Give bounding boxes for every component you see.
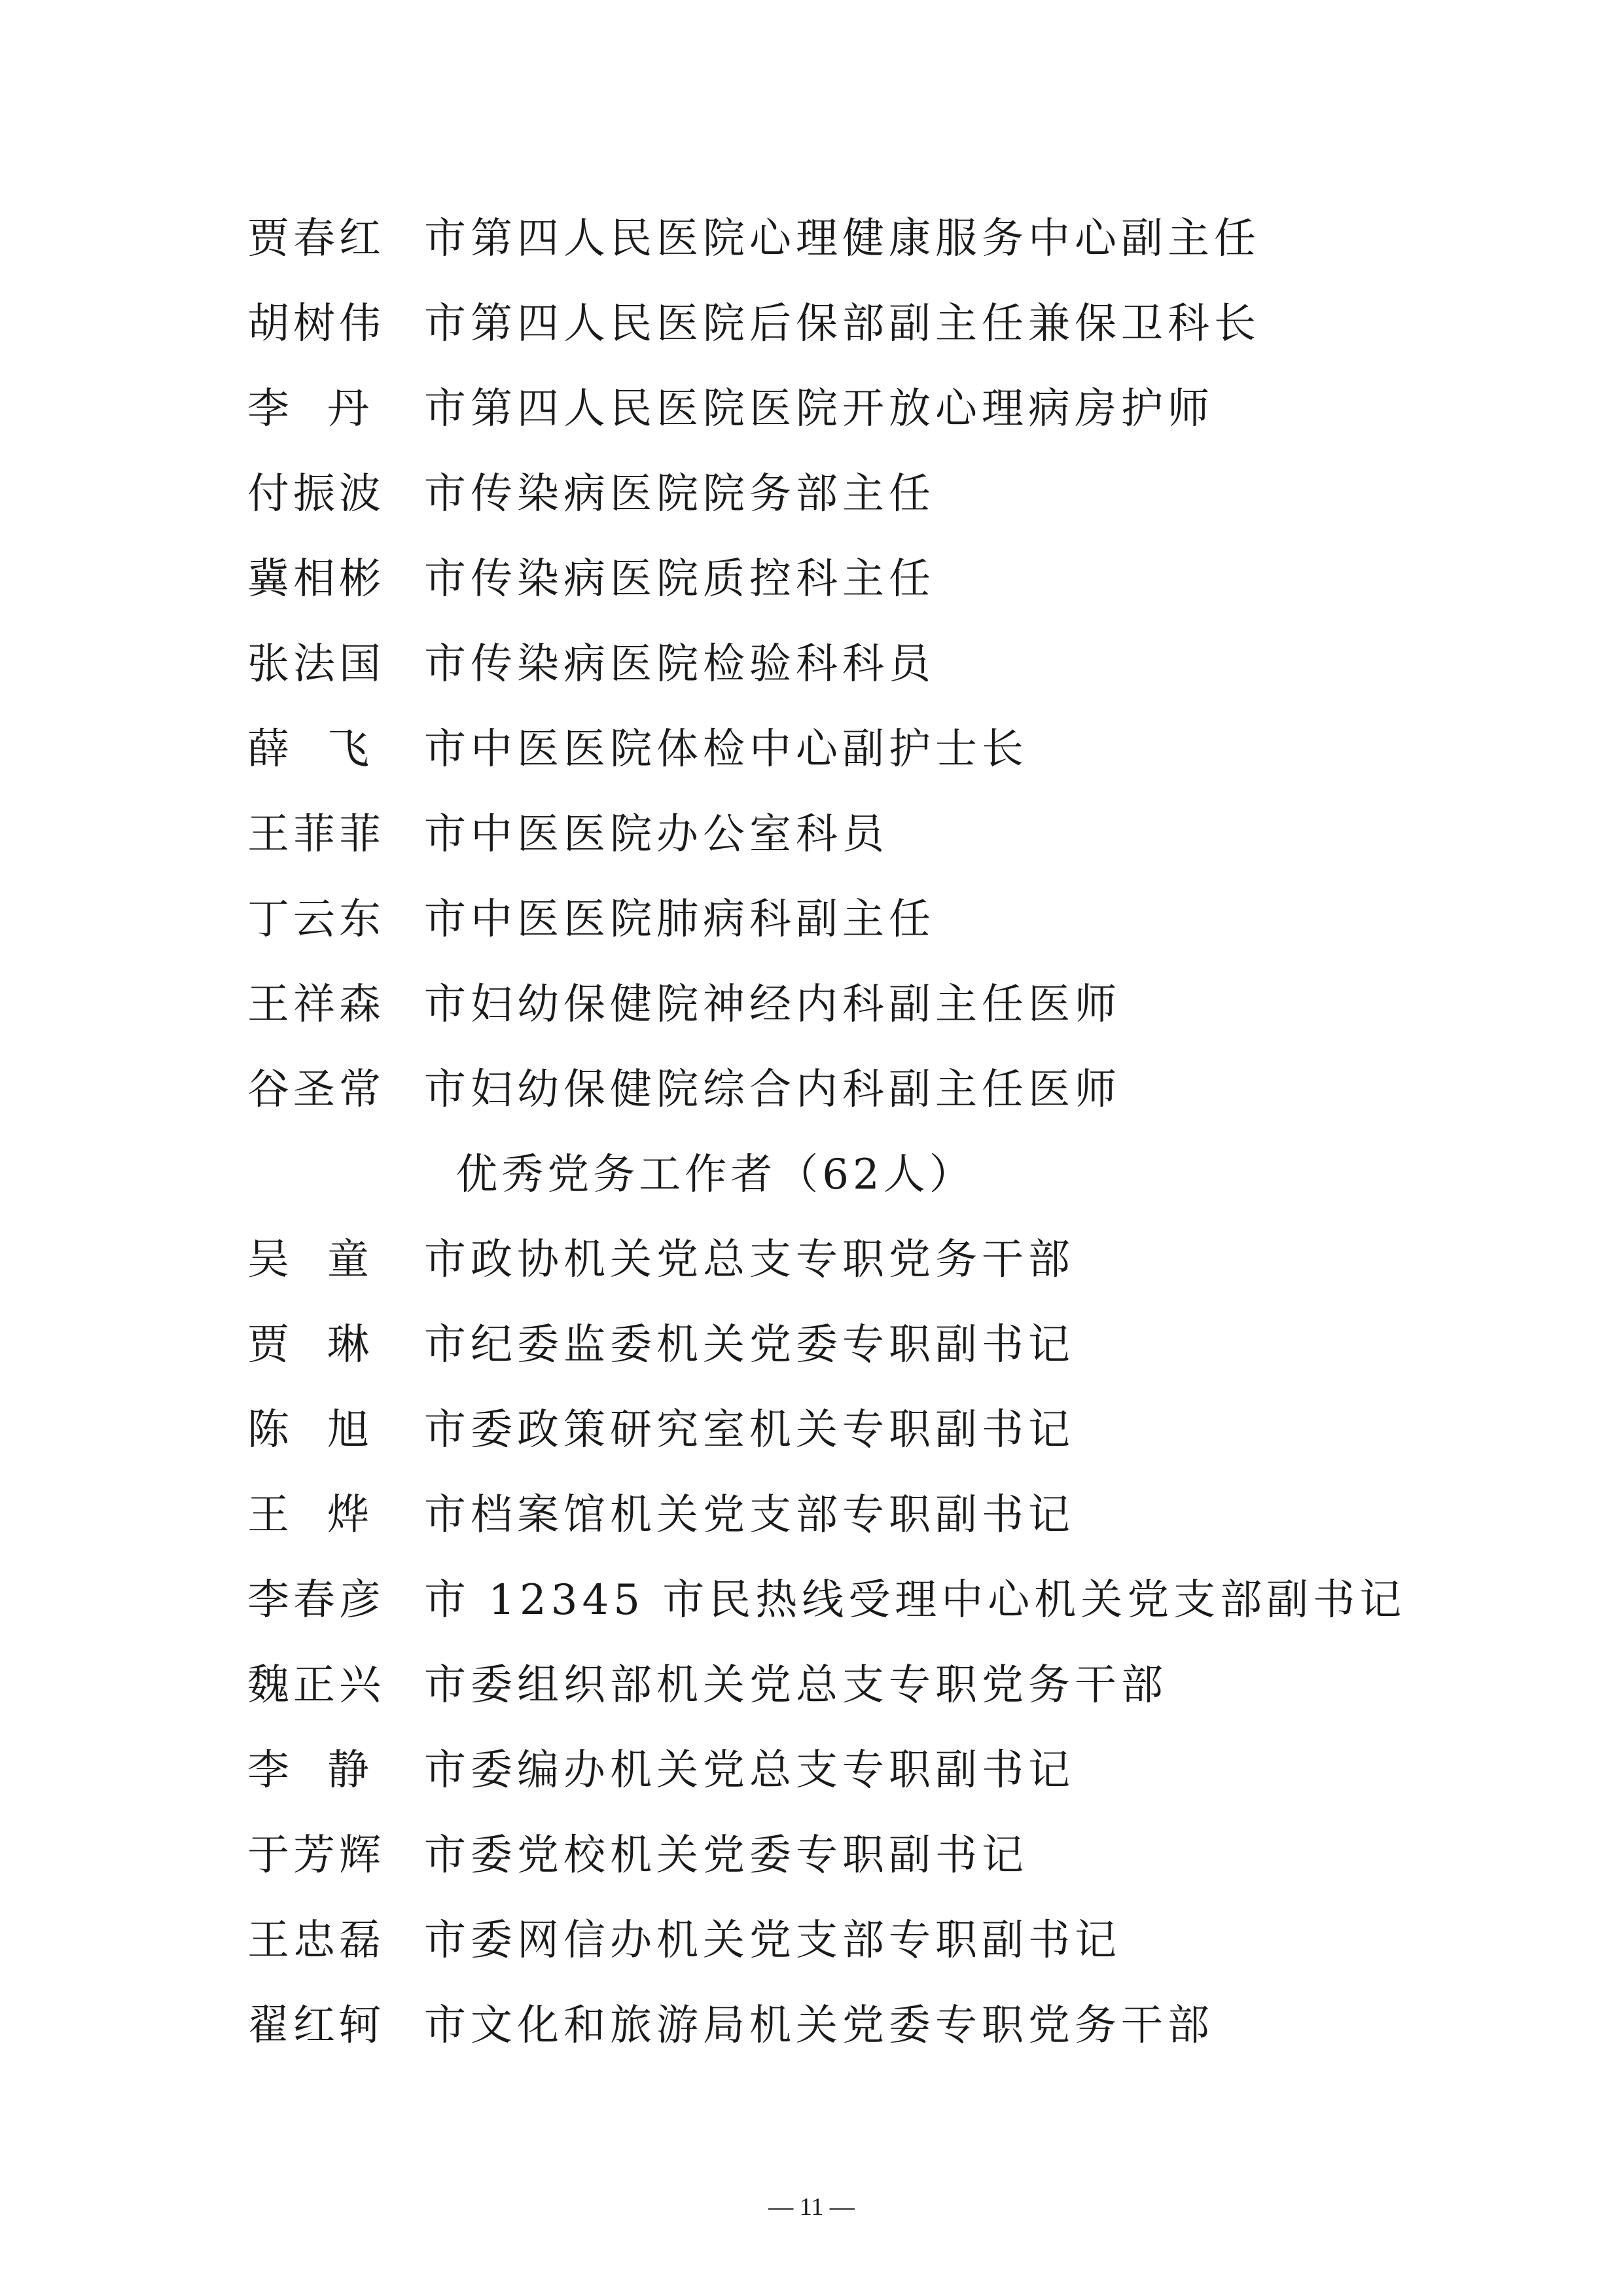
person-name: 李 静 <box>247 1746 373 1795</box>
honoree-list-part-1 <box>247 196 1425 1132</box>
person-position: 市第四人民医院心理健康服务中心副主任 <box>424 215 1260 263</box>
person-position: 市委党校机关党委专职副书记 <box>424 1831 1028 1880</box>
person-position: 市委编办机关党总支专职副书记 <box>424 1746 1075 1795</box>
list-item <box>247 1047 1425 1132</box>
person-position: 市委政策研究室机关专职副书记 <box>424 1406 1075 1454</box>
person-position: 市中医医院办公室科员 <box>424 810 889 859</box>
list-item <box>247 1983 1425 2068</box>
list-item <box>247 1898 1425 1983</box>
person-position: 市妇幼保健院综合内科副主任医师 <box>424 1066 1121 1114</box>
person-name: 王忠磊 <box>247 1916 385 1965</box>
list-item <box>247 1302 1425 1388</box>
person-name: 翟红轲 <box>247 2001 385 2050</box>
person-position: 市政协机关党总支专职党务干部 <box>424 1236 1075 1284</box>
person-name: 谷圣常 <box>247 1066 385 1114</box>
list-item <box>247 1728 1425 1813</box>
person-position: 市第四人民医院医院开放心理病房护师 <box>424 385 1214 433</box>
list-item <box>247 1473 1425 1558</box>
person-name: 吴 童 <box>247 1236 373 1284</box>
person-position: 市纪委监委机关党委专职副书记 <box>424 1321 1075 1369</box>
person-name: 王 烨 <box>247 1491 373 1539</box>
person-name: 贾春红 <box>247 215 385 263</box>
person-name: 陈 旭 <box>247 1406 373 1454</box>
list-item <box>247 196 1425 281</box>
list-item <box>247 281 1425 367</box>
honoree-list <box>247 196 1425 2068</box>
person-name: 丁云东 <box>247 895 385 944</box>
person-position: 市传染病医院院务部主任 <box>424 470 935 518</box>
person-name: 张法国 <box>247 640 385 689</box>
list-item <box>247 1813 1425 1898</box>
list-item <box>247 1558 1425 1643</box>
person-position: 市第四人民医院后保部副主任兼保卫科长 <box>424 300 1260 348</box>
list-item <box>247 792 1425 877</box>
list-item <box>247 1643 1425 1728</box>
list-item <box>247 707 1425 792</box>
person-name: 魏正兴 <box>247 1661 385 1710</box>
person-name: 李 丹 <box>247 385 373 433</box>
person-position: 市委网信办机关党支部专职副书记 <box>424 1916 1121 1965</box>
list-item <box>247 537 1425 622</box>
section-title: 优秀党务工作者（62人） <box>455 1151 975 1199</box>
person-name: 李春彦 <box>247 1576 385 1624</box>
person-name: 于芳辉 <box>247 1831 385 1880</box>
person-position: 市中医医院体检中心副护士长 <box>424 725 1028 774</box>
page-number: — 11 — <box>768 2193 855 2221</box>
person-name: 薛 飞 <box>247 725 373 774</box>
person-position: 市文化和旅游局机关党委专职党务干部 <box>424 2001 1214 2050</box>
person-name: 付振波 <box>247 470 385 518</box>
person-position: 市妇幼保健院神经内科副主任医师 <box>424 980 1121 1029</box>
person-name: 冀相彬 <box>247 555 385 603</box>
person-position: 市档案馆机关党支部专职副书记 <box>424 1491 1075 1539</box>
list-item <box>247 622 1425 707</box>
list-item <box>247 877 1425 962</box>
person-position: 市 12345 市民热线受理中心机关党支部副书记 <box>424 1576 1406 1624</box>
person-name: 贾 琳 <box>247 1321 373 1369</box>
person-position: 市中医医院肺病科副主任 <box>424 895 935 944</box>
person-name: 胡树伟 <box>247 300 385 348</box>
list-item <box>247 1388 1425 1473</box>
list-item <box>247 1217 1425 1302</box>
person-position: 市传染病医院检验科科员 <box>424 640 935 689</box>
honoree-list-part-2 <box>247 1217 1425 2068</box>
person-name: 王祥森 <box>247 980 385 1029</box>
person-position: 市传染病医院质控科主任 <box>424 555 935 603</box>
list-item <box>247 452 1425 537</box>
list-item <box>247 962 1425 1047</box>
person-position: 市委组织部机关党总支专职党务干部 <box>424 1661 1168 1710</box>
person-name: 王菲菲 <box>247 810 385 859</box>
list-item <box>247 367 1425 452</box>
